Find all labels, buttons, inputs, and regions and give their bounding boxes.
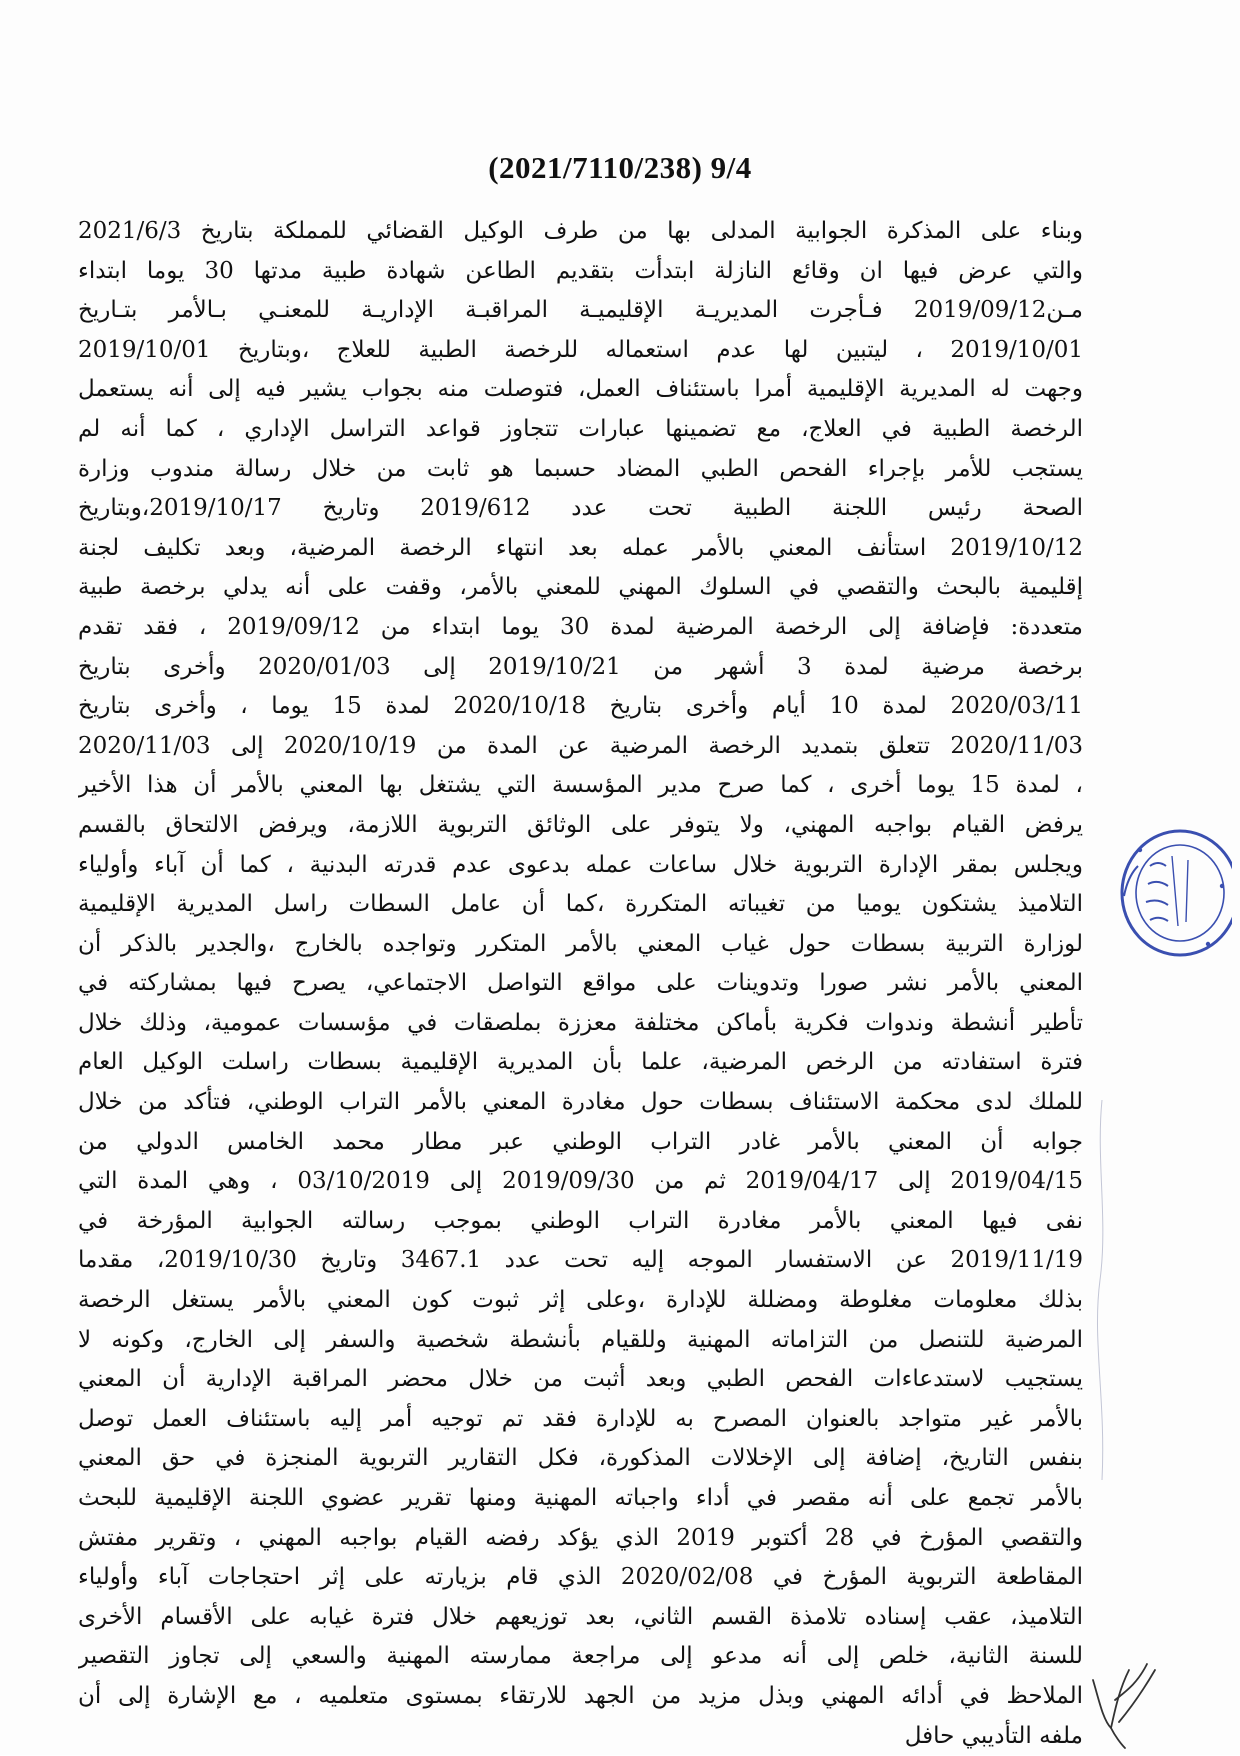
body-line: 2019/04/15 إلى 2019/04/17 ثم من 2019/09/30 إلى 03/10/2019 ، وهي المدة التي: [78, 1168, 1083, 1195]
body-line: بذلك معلومات مغلوطة ومضللة للإدارة ،وعلى إثر ثبوت كون المعني بالأمر يستغل الرخصة: [78, 1287, 1083, 1314]
body-line: 2019/10/01 ، ليتبين لها عدم استعماله للرخصة الطبية للعلاج ،وبتاريخ 2019/10/01: [78, 336, 1083, 363]
body-line: 2019/11/19 عن الاستفسار الموجه إليه تحت عدد 3467.1 وتاريخ 2019/10/30، مقدما: [78, 1247, 1083, 1274]
body-line: بالأمر غير متواجد بالعنوان المصرح به للإدارة فقد تم توجيه أمر إليه باستئناف العمل توصل: [78, 1405, 1083, 1432]
body-line: لوزارة التربية بسطات حول غياب المعني بالأمر المتكرر وتواجده بالخارج ،والجدير بالذكر أن: [78, 930, 1083, 957]
body-line: ويجلس بمقر الإدارة التربوية خلال ساعات عمله بدعوى عدم قدرته البدنية ، كما أن آباء وأولياء: [78, 851, 1083, 878]
case-reference-header: (2021/7110/238) 9/4: [488, 150, 752, 185]
body-line: الصحة رئيس اللجنة الطبية تحت عدد 2019/612 وتاريخ 2019/10/17،وبتاريخ: [78, 495, 1083, 522]
body-line: 2019/10/12 استأنف المعني بالأمر عمله بعد انتهاء الرخصة المرضية، وبعد تكليف لجنة: [78, 534, 1083, 561]
body-line: بنفس التاريخ، إضافة إلى الإخلالات المذكورة، فكل التقارير التربوية المنجزة في حق المعني: [78, 1445, 1083, 1472]
body-line: المقاطعة التربوية المؤرخ في 2020/02/08 الذي قام بزيارته على إثر احتجاجات آباء وأولياء: [78, 1564, 1083, 1591]
body-line: إقليمية بالبحث والتقصي في السلوك المهني للمعني بالأمر، وقفت على أنه يدلي برخصة طبية: [78, 574, 1083, 601]
body-line: يستجيب لاستدعاءات الفحص الطبي وبعد أثبت من خلال محضر المراقبة الإدارية أن المعني: [78, 1366, 1083, 1393]
body-line: فترة استفادته من الرخص المرضية، علما بأن المديرية الإقليمية بسطات راسلت الوكيل العام: [78, 1049, 1083, 1076]
court-seal-icon: [1110, 826, 1232, 960]
body-line: الرخصة الطبية في العلاج، مع تضمينها عبارات تتجاوز قواعد التراسل الإداري ، كما أنه لم: [78, 415, 1083, 442]
body-line: الملاحظ في أدائه المهني وبذل مزيد من الجهد للارتقاء بمستوى متعلميه ، مع الإشارة إلى أن: [78, 1682, 1083, 1709]
body-line: ، لمدة 15 يوما أخرى ، كما صرح مدير المؤسسة التي يشتغل بها المعني بالأمر أن هذا الأخير: [78, 772, 1083, 799]
body-line: التلاميذ، عقب إسناده تلامذة القسم الثاني، بعد توزيعهم خلال فترة غيابه على الأقسام الأخرى: [78, 1603, 1083, 1630]
body-line: المرضية للتنصل من التزاماته المهنية وللقيام بأنشطة شخصية والسفر إلى الخارج، وكونه لا: [78, 1326, 1083, 1353]
body-line: 2020/11/03 تتعلق بتمديد الرخصة المرضية عن المدة من 2020/10/19 إلى 2020/11/03: [78, 732, 1083, 759]
body-line: للملك لدى محكمة الاستئناف بسطات حول مغادرة المعني بالأمر التراب الوطني، فتأكد من خلال: [78, 1089, 1083, 1116]
body-line: بالأمر تجمع على أنه مقصر في أداء واجباته المهنية ومنها تقرير عضوي اللجنة الإقليمية للبحث: [78, 1485, 1083, 1511]
body-line: مـن2019/09/12 فـأجرت المديريـة الإقليميـة المراقبـة الإداريـة للمعنـي بـالأمر بتـاريخ: [78, 297, 1083, 324]
body-line: نفى فيها المعني بالأمر مغادرة التراب الوطني بموجب رسالته الجوابية المؤرخة في: [78, 1207, 1083, 1234]
body-line: متعددة: فإضافة إلى الرخصة المرضية لمدة 30 يوما ابتداء من 2019/09/12 ، فقد تقدم: [78, 613, 1083, 640]
body-line: برخصة مرضية لمدة 3 أشهر من 2019/10/21 إلى 2020/01/03 وأخرى بتاريخ: [78, 653, 1083, 680]
body-line: تأطير أنشطة وندوات فكرية بأماكن مختلفة معززة بملصقات في مؤسسات عمومية، وذلك خلال: [78, 1009, 1083, 1036]
body-line: يرفض القيام بواجبه المهني، ولا يتوفر على الوثائق التربوية اللازمة، ويرفض الالتحاق بالقسم: [78, 811, 1083, 838]
body-line: المعني بالأمر نشر صورا وتدوينات على مواقع التواصل الاجتماعي، يصرح فيها بمشاركته في: [78, 970, 1083, 997]
body-line: يستجب للأمر بإجراء الفحص الطبي المضاد حسبما هو ثابت من خلال رسالة مندوب وزارة: [78, 455, 1083, 482]
margin-mark-icon: [1082, 1100, 1122, 1480]
body-line: والتي عرض فيها ان وقائع النازلة ابتدأت بتقديم الطاعن شهادة طبية مدتها 30 يوما ابتداء: [78, 257, 1083, 284]
body-line: التلاميذ يشتكون يوميا من تغيباته المتكررة ،كما أن عامل السطات راسل المديرية الإقليمية: [78, 891, 1083, 918]
judgment-body: [78, 212, 1083, 1756]
body-line: جوابه أن المعني بالأمر غادر التراب الوطني عبر مطار محمد الخامس الدولي من: [78, 1128, 1083, 1155]
body-line: 2020/03/11 لمدة 10 أيام وأخرى بتاريخ 2020/10/18 لمدة 15 يوما ، وأخرى بتاريخ: [78, 693, 1083, 720]
body-line: وجهت له المديرية الإقليمية أمرا باستئناف العمل، فتوصلت منه بجواب يشير فيه إلى أنه يستعمل: [78, 376, 1083, 403]
body-line: والتقصي المؤرخ في 28 أكتوبر 2019 الذي يؤكد رفضه القيام بواجبه المهني ، وتقرير مفتش: [78, 1524, 1083, 1551]
body-line: ملفه التأديبي حافل: [904, 1722, 1083, 1749]
signature-icon: [1085, 1640, 1165, 1750]
body-line: وبناء على المذكرة الجوابية المدلى بها من طرف الوكيل القضائي للمملكة بتاريخ 2021/6/3: [78, 218, 1083, 244]
body-line: للسنة الثانية، خلص إلى أنه مدعو إلى مراجعة ممارسته المهنية والسعي إلى تجاوز التقصير: [78, 1643, 1083, 1670]
